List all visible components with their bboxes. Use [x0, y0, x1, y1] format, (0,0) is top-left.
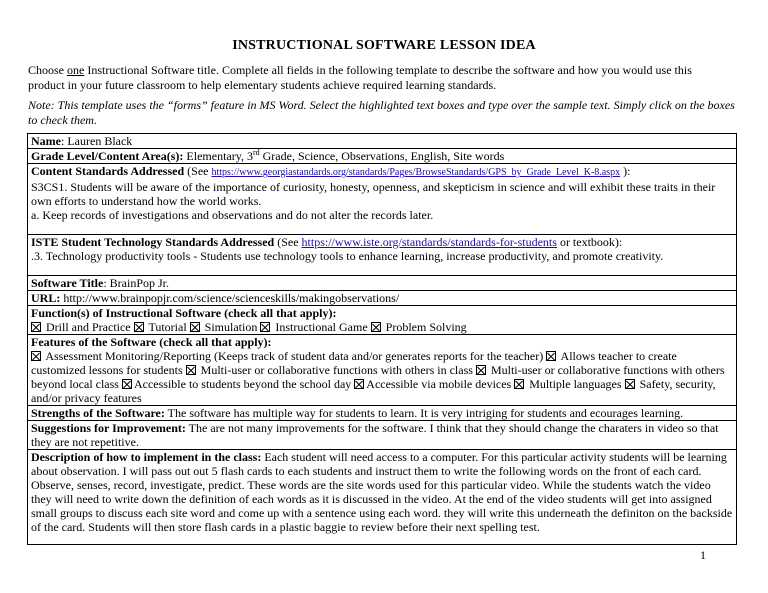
iste-standards-link[interactable]: https://www.iste.org/standards/standards-for-students — [301, 235, 557, 249]
checkbox-beyond-school-day[interactable] — [122, 379, 132, 389]
intro-underlined-word: one — [67, 63, 85, 77]
functions-field: Function(s) of Instructional Software (check all that apply): Drill and Practice Tutorial Simulation Instructional Game Problem Solving — [28, 306, 736, 335]
name-field[interactable]: Name: Lauren Black — [28, 134, 736, 149]
content-standards-field[interactable]: Content Standards Addressed (See https://www.georgiastandards.org/standards/Pages/BrowseStandards/GPS_by_Grade_Level_K-8.aspx ): S3CS1. Students will be aware of the importance of curiosity, honesty, openness, and skepticism in science and will exhibit these traits in their own efforts to understand how the world works. a. Keep records of investigations and observations and do not alter the records later. — [28, 164, 736, 235]
checkbox-multiple-languages[interactable] — [514, 379, 524, 389]
georgia-standards-link[interactable]: https://www.georgiastandards.org/standards/Pages/BrowseStandards/GPS_by_Grade_Level_K-8.aspx — [211, 167, 621, 178]
checkbox-multiuser-in-class[interactable] — [186, 365, 196, 375]
features-field: Features of the Software (check all that apply): Assessment Monitoring/Reporting (Keeps track of student data and/or generates reports for the teacher) Allows teacher to create customized lessons for students Multi-user or collaborative functions with others in class Multi-user or collaborative functions with others beyond local class Accessible to students beyond the school day Accessible via mobile devices Multiple languages Safety, security, and/or privacy features — [28, 335, 736, 406]
url-field[interactable]: URL: http://www.brainpopjr.com/science/scienceskills/makingobservations/ — [28, 291, 736, 306]
checkbox-safety-security[interactable] — [625, 379, 635, 389]
checkbox-multiuser-beyond-class[interactable] — [476, 365, 486, 375]
checkbox-assessment-monitoring[interactable] — [31, 351, 41, 361]
intro-paragraph: Choose one Instructional Software title. Complete all fields in the following template to describe the software and how you would use this product in your future classroom to help elementary students achieve required learning standards. — [28, 63, 692, 92]
note-paragraph: Note: This template uses the “forms” feature in MS Word. Select the highlighted text boxes and type over the sample text. Simply click on the boxes to check them. — [28, 98, 735, 127]
checkbox-instructional-game[interactable] — [260, 322, 270, 332]
strengths-field[interactable]: Strengths of the Software: The software has multiple way for students to learn. It is very intriging for students and ecourages learning. — [28, 406, 736, 421]
grade-level-field[interactable]: Grade Level/Content Area(s): Elementary, 3rd Grade, Science, Observations, English, Site words — [28, 149, 736, 164]
page-number: 1 — [700, 548, 706, 562]
description-field[interactable]: Description of how to implement in the class: Each student will need access to a computer. For this particular activity students will be learning about observation. I will pass out out 5 flash cards to each students and instruct them to write the following words on the front of each card. Observe, senses, record, investigate, predict. These words are the site words used for this particular video. While the students watch the video they will need to write down the definition of each words as it is discussed in the video. At the end of the video students will get into assigned small groups to discuss each site word and come up with a sentence using each word. they will write this underneath the definiton on the backside of the card. Students will then store flash cards in a plastic baggie to review before their next spelling test. — [31, 450, 733, 534]
page-title: INSTRUCTIONAL SOFTWARE LESSON IDEA — [232, 38, 536, 53]
checkbox-simulation[interactable] — [190, 322, 200, 332]
iste-standards-field[interactable]: ISTE Student Technology Standards Addressed (See https://www.iste.org/standards/standards-for-students or textbook): .3. Technology productivity tools - Students use technology tools to enhance learning, increase productivity, and promote creativity. — [28, 235, 736, 276]
checkbox-mobile-devices[interactable] — [354, 379, 364, 389]
checkbox-customized-lessons[interactable] — [546, 351, 556, 361]
checkbox-problem-solving[interactable] — [371, 322, 381, 332]
checkbox-drill-practice[interactable] — [31, 322, 41, 332]
lesson-form-table — [27, 133, 737, 545]
software-title-field[interactable]: Software Title: BrainPop Jr. — [28, 276, 736, 291]
suggestions-field[interactable]: Suggestions for Improvement: The are not many improvements for the software. I think that they should change the charaters in video so that they are not repetitive. — [28, 421, 736, 450]
checkbox-tutorial[interactable] — [134, 322, 144, 332]
